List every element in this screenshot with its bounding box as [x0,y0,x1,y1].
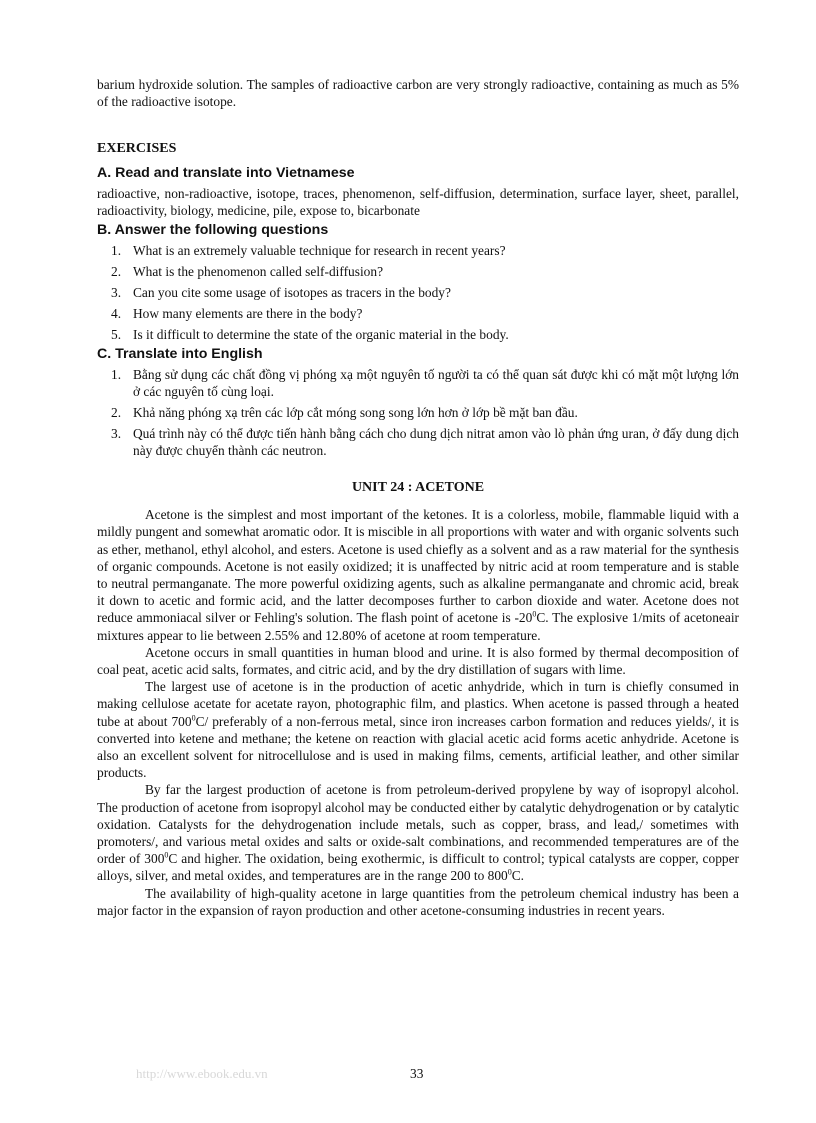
item-number: 5. [111,327,122,343]
watermark-url: http://www.ebook.edu.vn [136,1066,268,1081]
exercises-title: EXERCISES [97,141,177,157]
list-item [97,263,739,280]
page-body [97,76,739,919]
item-number: 3. [111,426,122,442]
item-text: Bằng sử dụng các chất đồng vị phóng xạ một nguyên tố người ta có thể quan sát được khi có mặt một lượng lớn ở các nguyên tố cùng loại. [133,367,739,400]
paragraph-1: Acetone is the simplest and most important of the ketones. It is a colorless, mobile, flammable liquid with a mildly pungent and somewhat aromatic odor. It is miscible in all proportions with water and with organic solvents such as ether, methanol, ethyl alcohol, and esters. Acetone is used chiefly as a solvent and as a raw material for the synthesis of organic compounds. Acetone is not easily oxidized; it is unaffected by nitric acid at room temperature and is stable to neutral permanganate. The more powerful oxidizing agents, such as alkaline permanganate and chromic acid, break it down to acetic and formic acid, and the latter decomposes further to carbon dioxide and water. Acetone does not reduce ammoniacal silver or Fehling's solution. The flash point of acetone is $-20^0C$. The explosive 1/mits of acetoneair mixtures appear to lie between 2.55% and 12.80% of acetone at room temperature. [97,507,740,643]
item-text: Is it difficult to determine the state of the organic material in the body. [133,327,509,343]
paragraph-3: The largest use of acetone is in the production of acetic anhydride, which in turn is chiefly consumed in making cellulose acetate for acetate rayon, photographic film, and plastics. When acetone is passed through a heated tube at about $700^0C/$ preferably of a non-ferrous metal, since iron increases carbon formation and reduces yields/, it is converted into ketene and methane; the ketene on reaction with glacial acetic acid forms acetic anhydride. Acetone is also an excellent solvent for nitrocellulose and is used in making films, cements, artificial leather, and other similar products. [97,679,739,781]
paragraph-5: The availability of high-quality acetone in large quantities from the petroleum chemical industry has been a major factor in the expansion of rayon production and other acetone-consuming industries in recent years. [97,885,739,918]
list-item [97,284,739,301]
item-number: 1. [111,243,122,259]
list-item [97,366,739,400]
list-item [97,404,739,421]
item-text: Quá trình này có thể được tiến hành bằng cách cho dung dịch nitrat amon vào lò phản ứng uran, ở đấy dung dịch này được chuyển thành các neutron. [133,426,739,459]
page-number: 33 [410,1066,424,1081]
list-item [97,305,739,322]
paragraph-2: Acetone occurs in small quantities in human blood and urine. It is also formed by thermal decomposition of coal peat, acetic acid salts, formates, and citric acid, and by the dry distillation of sugars with lime. [97,644,739,678]
page-footer [0,1066,816,1086]
list-item [97,242,739,259]
paragraph-4: By far the largest production of acetone is from petroleum-derived propylene by way of isopropyl alcohol. The production of acetone from isopropyl alcohol may be conducted either by catalytic dehydrogenation or by catalytic oxidation. Catalysts for the dehydrogenation include metals, such as copper, brass, and lead,/ sometimes with promoters/, and various metal oxides and salts or oxide-salt combinations, and recommended temperatures are of the order of $300^0C$ and higher. The oxidation, being exothermic, is difficult to control; typical catalysts are copper, copper alloys, silver, and metal oxides, and temperatures are in the range 200 to $800^0C$. [97,782,739,884]
item-number: 4. [111,306,122,322]
section-a-heading: A. Read and translate into Vietnamese [97,164,355,181]
section-b-heading: B. Answer the following questions [97,222,329,239]
unit-title: UNIT 24 : ACETONE [351,480,485,496]
section-c-translations [97,366,739,459]
item-number: 3. [111,285,122,301]
item-text: How many elements are there in the body? [133,306,363,322]
item-number: 2. [111,264,122,280]
item-text: What is the phenomenon called self-diffusion? [133,264,384,280]
item-text: Khả năng phóng xạ trên các lớp cắt móng song song lớn hơn ở lớp bề mặt ban đầu. [133,405,578,421]
item-text: Can you cite some usage of isotopes as tracers in the body? [133,285,451,301]
item-text: What is an extremely valuable technique for research in recent years? [133,243,506,259]
intro-paragraph: barium hydroxide solution. The samples of radioactive carbon are very strongly radioactive, containing as much as 5% of the radioactive isotope. [97,77,739,110]
list-item [97,425,739,459]
list-item [97,326,739,343]
item-number: 2. [111,405,122,421]
item-number: 1. [111,367,122,383]
section-a-vocabulary: radioactive, non-radioactive, isotope, traces, phenomenon, self-diffusion, determination, surface layer, sheet, parallel, radioactivity, biology, medicine, pile, expose to, bicarbonate [97,185,739,218]
section-b-questions [97,242,739,343]
section-c-heading: C. Translate into English [97,346,263,363]
